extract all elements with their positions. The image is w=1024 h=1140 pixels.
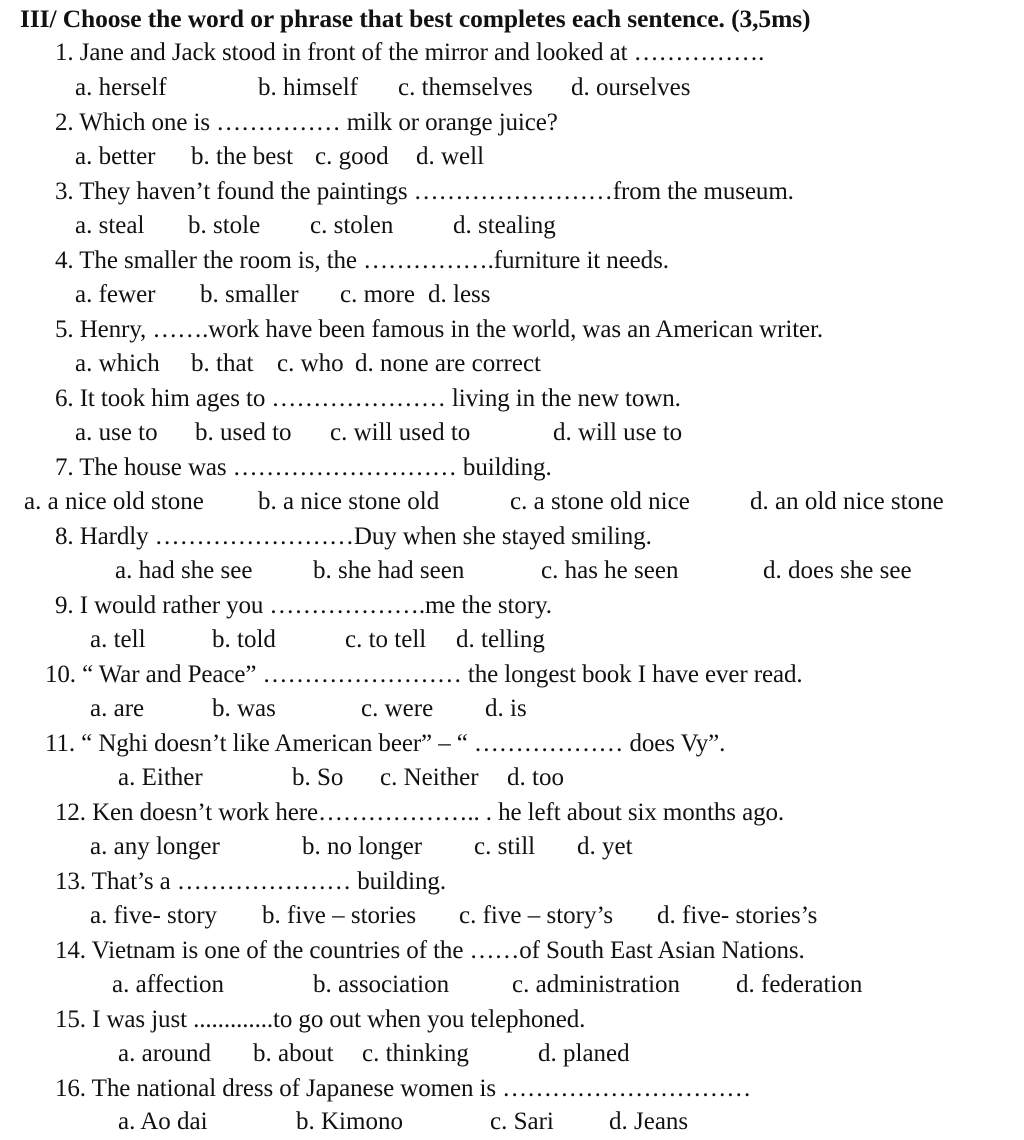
option: a. any longer (90, 833, 220, 860)
option: a. affection (112, 971, 224, 998)
option: c. who (277, 350, 344, 377)
question-stem: 8. Hardly ……………………Duy when she stayed smiling. (55, 523, 652, 550)
question-stem: 7. The house was ……………………… building. (55, 454, 552, 481)
option: b. himself (258, 74, 358, 101)
option: a. better (75, 143, 156, 170)
option: b. smaller (200, 281, 299, 308)
option: b. association (313, 971, 450, 998)
option: d. Jeans (609, 1108, 689, 1135)
option: d. telling (456, 626, 545, 653)
option: b. that (191, 350, 254, 377)
option: a. fewer (75, 281, 156, 308)
question-stem: 11. “ Nghi doesn’t like American beer” – “ ……………… does Vy”. (45, 730, 726, 757)
option: b. stole (188, 212, 261, 239)
question-stem: 14. Vietnam is one of the countries of the ……of South East Asian Nations. (55, 937, 805, 964)
question-stem: 10. “ War and Peace” …………………… the longest book I have ever read. (45, 661, 803, 688)
option: c. thinking (362, 1040, 469, 1067)
option: b. a nice stone old (258, 488, 440, 515)
option: b. used to (195, 419, 292, 446)
option: a. are (90, 695, 145, 722)
option: d. well (416, 143, 485, 170)
option: c. Sari (490, 1108, 554, 1135)
option: d. yet (577, 833, 633, 860)
option: a. which (75, 350, 160, 377)
option: c. to tell (345, 626, 427, 653)
option: b. about (253, 1040, 334, 1067)
option: d. will use to (553, 419, 683, 446)
section-heading: III/ Choose the word or phrase that best completes each sentence. (3,5ms) (20, 4, 811, 33)
question-stem: 2. Which one is …………… milk or orange juice? (55, 109, 558, 136)
option: a. tell (90, 626, 146, 653)
option: d. five- stories’s (657, 902, 818, 929)
option: a. Either (118, 764, 203, 791)
option: c. still (474, 833, 536, 860)
option: b. Kimono (296, 1108, 403, 1135)
option: d. is (485, 695, 527, 722)
option: d. an old nice stone (750, 488, 944, 515)
question-stem: 6. It took him ages to ………………… living in the new town. (55, 385, 681, 412)
question-stem: 5. Henry, …….work have been famous in the world, was an American writer. (55, 316, 824, 343)
option: d. federation (736, 971, 863, 998)
option: a. herself (75, 74, 167, 101)
option: c. a stone old nice (510, 488, 690, 515)
option: c. five – story’s (459, 902, 614, 929)
question-stem: 3. They haven’t found the paintings ……………………from the museum. (55, 178, 794, 205)
option: b. was (212, 695, 276, 722)
option: b. five – stories (262, 902, 417, 929)
question-stem: 12. Ken doesn’t work here……………….. . he left about six months ago. (55, 799, 785, 826)
question-stem: 15. I was just .............to go out when you telephoned. (55, 1006, 586, 1033)
question-stem: 9. I would rather you ……………….me the story. (55, 592, 552, 619)
option: c. were (361, 695, 434, 722)
option: a. around (118, 1040, 212, 1067)
option: a. use to (75, 419, 158, 446)
option: c. administration (512, 971, 681, 998)
question-stem: 1. Jane and Jack stood in front of the mirror and looked at ……………. (55, 39, 765, 66)
option: a. had she see (115, 557, 253, 584)
option: c. good (315, 143, 389, 170)
option: c. will used to (330, 419, 471, 446)
option: a. a nice old stone (24, 488, 204, 515)
option: d. too (507, 764, 564, 791)
option: a. Ao dai (118, 1108, 208, 1135)
question-stem: 4. The smaller the room is, the …………….furniture it needs. (55, 247, 669, 274)
option: b. So (292, 764, 344, 791)
option: d. stealing (453, 212, 556, 239)
option: a. five- story (90, 902, 218, 929)
option: c. has he seen (541, 557, 679, 584)
question-stem: 13. That’s a ………………… building. (55, 868, 446, 895)
option: d. less (428, 281, 491, 308)
option: c. more (340, 281, 415, 308)
option: c. Neither (380, 764, 479, 791)
option: c. themselves (398, 74, 533, 101)
option: d. does she see (763, 557, 912, 584)
option: b. she had seen (313, 557, 465, 584)
option: d. ourselves (571, 74, 691, 101)
option: b. told (212, 626, 276, 653)
option: c. stolen (310, 212, 394, 239)
option: b. the best (191, 143, 294, 170)
option: d. planed (538, 1040, 630, 1067)
option: d. none are correct (355, 350, 541, 377)
option: b. no longer (302, 833, 423, 860)
question-stem: 16. The national dress of Japanese women is ………………………… (55, 1075, 752, 1102)
option: a. steal (75, 212, 145, 239)
